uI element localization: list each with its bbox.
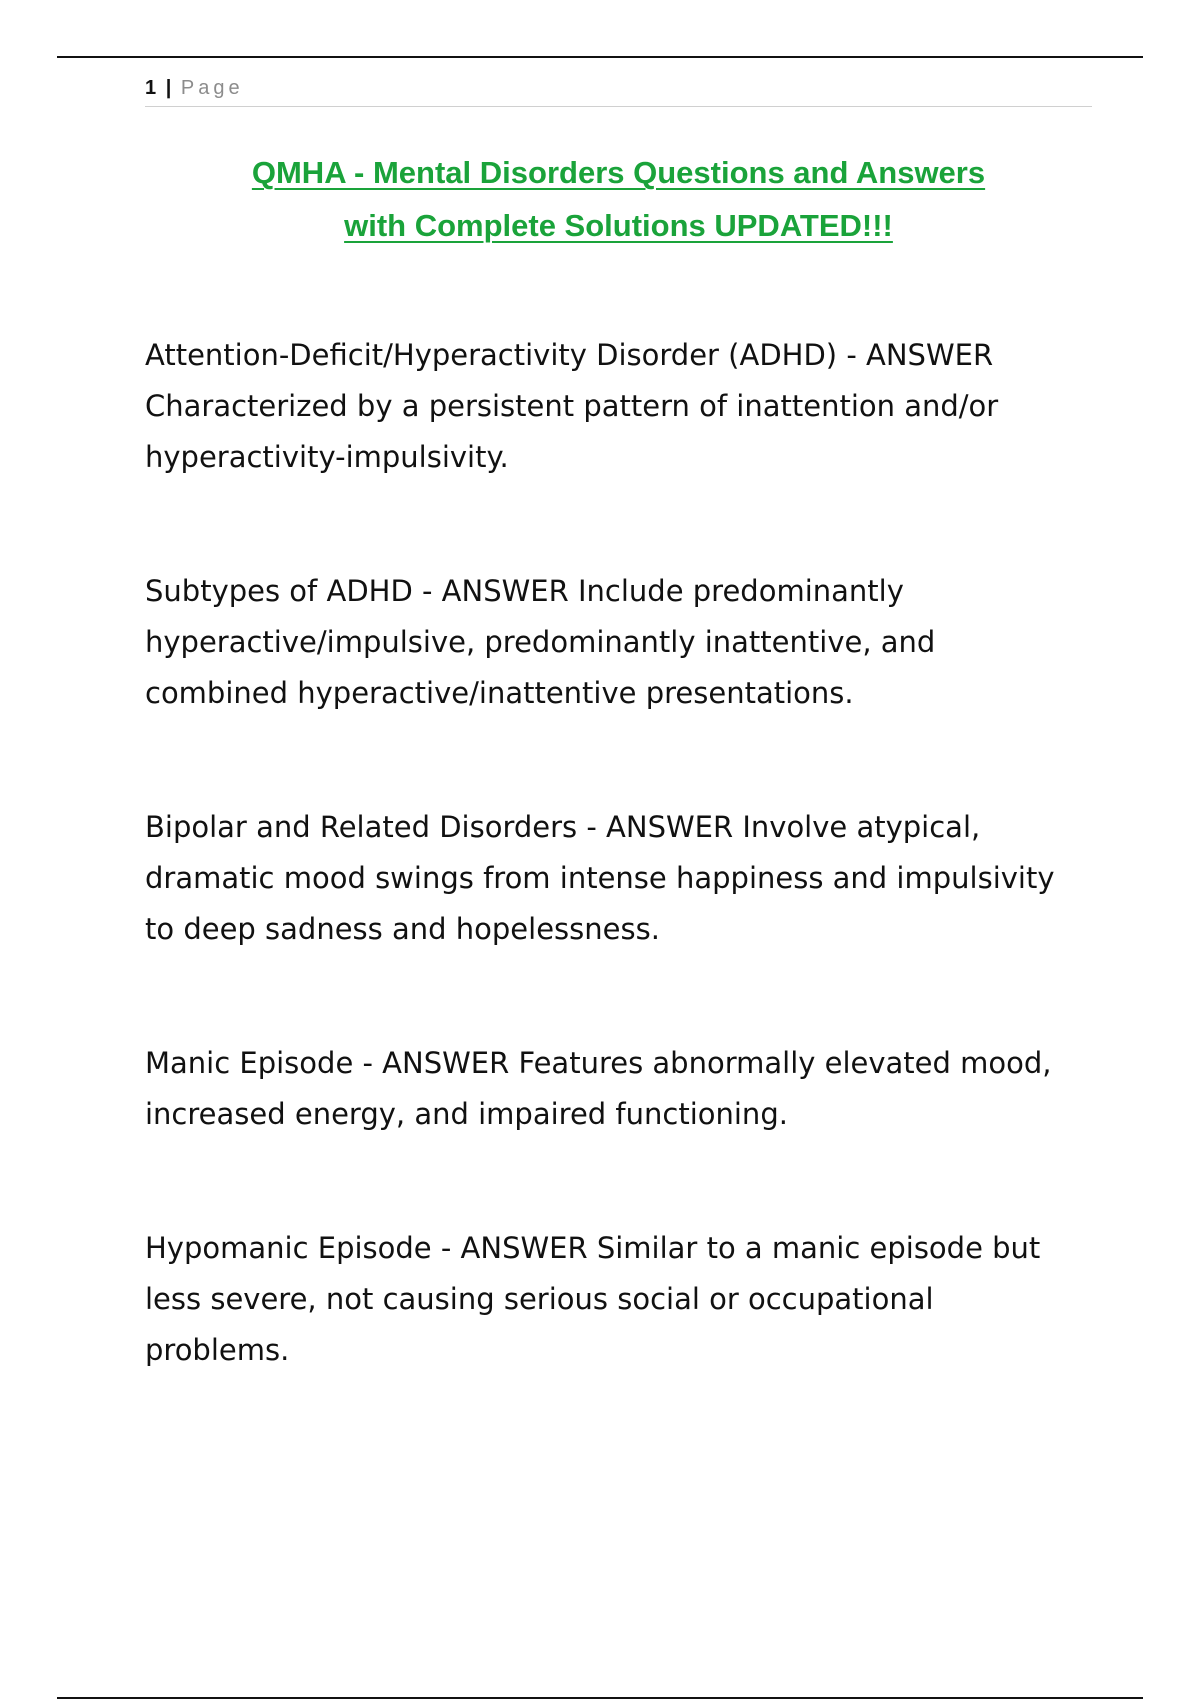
document-title [145,146,1092,252]
qa-list [145,330,1085,1459]
page-word: Page [180,77,244,99]
page-number: 1 [145,77,157,99]
qa-item-adhd: Attention-Deficit/Hyperactivity Disorder (ADHD) - ANSWER Characterized by a persistent pattern of inattention and/or hyperactivity-impulsivity. [145,338,999,474]
document-title-line-2: with Complete Solutions UPDATED!!! [344,208,893,243]
qa-item-adhd-subtypes: Subtypes of ADHD - ANSWER Include predominantly hyperactive/impulsive, predominantly inattentive, and combined hyperactive/inattentive presentations. [145,574,936,710]
document-title-line-1: QMHA - Mental Disorders Questions and Answers [251,155,986,190]
qa-item-hypomanic-episode: Hypomanic Episode - ANSWER Similar to a manic episode but less severe, not causing serious social or occupational problems. [145,1231,1041,1367]
qa-item-bipolar: Bipolar and Related Disorders - ANSWER Involve atypical, dramatic mood swings from intense happiness and impulsivity to deep sadness and hopelessness. [145,810,1055,946]
page-top-rule [57,56,1143,58]
qa-item-manic-episode: Manic Episode - ANSWER Features abnormally elevated mood, increased energy, and impaired functioning. [145,1046,1052,1131]
page-separator: | [165,77,172,99]
page-header [145,74,1092,107]
page-bottom-rule [57,1697,1143,1699]
